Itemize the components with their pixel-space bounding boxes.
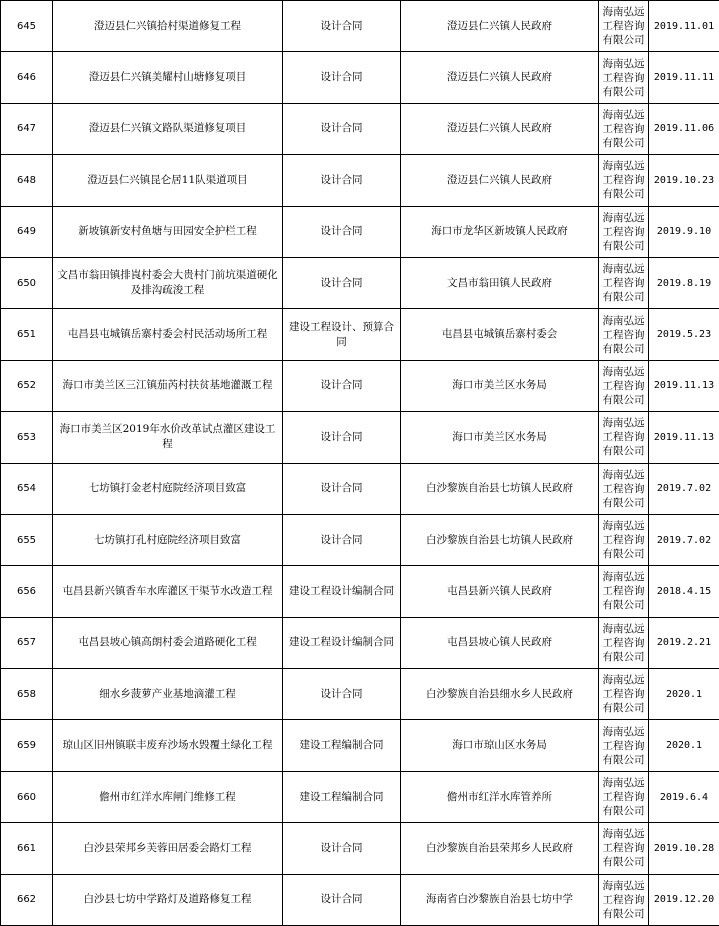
cell-contract-type: 设计合同 [283, 52, 401, 103]
cell-number: 648 [1, 155, 53, 206]
cell-company: 海南弘远工程咨询有限公司 [599, 874, 649, 925]
cell-date: 2019.11.13 [649, 412, 719, 463]
cell-client: 海南省白沙黎族自治县七坊中学 [401, 874, 599, 925]
cell-contract-type: 设计合同 [283, 874, 401, 925]
cell-client: 白沙黎族自治县七坊镇人民政府 [401, 514, 599, 565]
cell-project-name: 七坊镇打孔村庭院经济项目致富 [53, 514, 283, 565]
cell-number: 651 [1, 309, 53, 360]
cell-company: 海南弘远工程咨询有限公司 [599, 1, 649, 52]
cell-company: 海南弘远工程咨询有限公司 [599, 412, 649, 463]
cell-company: 海南弘远工程咨询有限公司 [599, 617, 649, 668]
cell-client: 澄迈县仁兴镇人民政府 [401, 1, 599, 52]
cell-client: 澄迈县仁兴镇人民政府 [401, 155, 599, 206]
table-row [1, 103, 719, 154]
cell-client: 文昌市翁田镇人民政府 [401, 257, 599, 308]
cell-company: 海南弘远工程咨询有限公司 [599, 463, 649, 514]
cell-client: 屯昌县新兴镇人民政府 [401, 566, 599, 617]
cell-number: 657 [1, 617, 53, 668]
cell-company: 海南弘远工程咨询有限公司 [599, 257, 649, 308]
cell-project-name: 白沙县荣邦乡芙蓉田居委会路灯工程 [53, 823, 283, 874]
table-row [1, 566, 719, 617]
cell-date: 2019.2.21 [649, 617, 719, 668]
cell-contract-type: 设计合同 [283, 514, 401, 565]
cell-number: 659 [1, 720, 53, 771]
cell-contract-type: 设计合同 [283, 103, 401, 154]
cell-company: 海南弘远工程咨询有限公司 [599, 669, 649, 720]
table-row [1, 823, 719, 874]
table-row [1, 874, 719, 925]
cell-project-name: 屯昌县新兴镇香车水库灌区干渠节水改造工程 [53, 566, 283, 617]
cell-client: 白沙黎族自治县荣邦乡人民政府 [401, 823, 599, 874]
table-row [1, 155, 719, 206]
table-row [1, 514, 719, 565]
cell-date: 2019.12.20 [649, 874, 719, 925]
cell-contract-type: 设计合同 [283, 669, 401, 720]
cell-date: 2019.11.11 [649, 52, 719, 103]
cell-number: 646 [1, 52, 53, 103]
cell-project-name: 澄迈县仁兴镇拾村渠道修复工程 [53, 1, 283, 52]
cell-number: 649 [1, 206, 53, 257]
cell-contract-type: 建设工程编制合同 [283, 771, 401, 822]
cell-contract-type: 建设工程编制合同 [283, 720, 401, 771]
cell-contract-type: 设计合同 [283, 823, 401, 874]
cell-project-name: 澄迈县仁兴镇美耀村山塘修复项目 [53, 52, 283, 103]
cell-date: 2019.6.4 [649, 771, 719, 822]
cell-date: 2020.1 [649, 720, 719, 771]
cell-number: 658 [1, 669, 53, 720]
cell-project-name: 新坡镇新安村鱼塘与田园安全护栏工程 [53, 206, 283, 257]
cell-date: 2020.1 [649, 669, 719, 720]
table-row [1, 52, 719, 103]
table-row [1, 206, 719, 257]
cell-number: 654 [1, 463, 53, 514]
cell-company: 海南弘远工程咨询有限公司 [599, 720, 649, 771]
cell-contract-type: 设计合同 [283, 463, 401, 514]
table-row [1, 617, 719, 668]
cell-company: 海南弘远工程咨询有限公司 [599, 103, 649, 154]
cell-contract-type: 建设工程设计编制合同 [283, 566, 401, 617]
cell-client: 海口市美兰区水务局 [401, 412, 599, 463]
cell-date: 2019.9.10 [649, 206, 719, 257]
cell-client: 白沙黎族自治县七坊镇人民政府 [401, 463, 599, 514]
cell-contract-type: 建设工程设计、预算合同 [283, 309, 401, 360]
cell-date: 2019.10.28 [649, 823, 719, 874]
cell-date: 2019.11.01 [649, 1, 719, 52]
cell-project-name: 文昌市翁田镇排崀村委会大贵村门前坑渠道硬化及排沟疏浚工程 [53, 257, 283, 308]
cell-contract-type: 设计合同 [283, 155, 401, 206]
cell-date: 2018.4.15 [649, 566, 719, 617]
cell-project-name: 七坊镇打金老村庭院经济项目致富 [53, 463, 283, 514]
cell-client: 儋州市红洋水库管养所 [401, 771, 599, 822]
cell-project-name: 屯昌县屯城镇岳寨村委会村民活动场所工程 [53, 309, 283, 360]
cell-number: 661 [1, 823, 53, 874]
cell-project-name: 澄迈县仁兴镇昆仑居11队渠道项目 [53, 155, 283, 206]
table-row [1, 412, 719, 463]
table-row [1, 1, 719, 52]
cell-company: 海南弘远工程咨询有限公司 [599, 155, 649, 206]
table-row [1, 771, 719, 822]
cell-contract-type: 设计合同 [283, 412, 401, 463]
cell-client: 屯昌县坡心镇人民政府 [401, 617, 599, 668]
cell-project-name: 海口市美兰区三江镇茄芮村扶贫基地灌溉工程 [53, 360, 283, 411]
cell-date: 2019.11.06 [649, 103, 719, 154]
cell-client: 澄迈县仁兴镇人民政府 [401, 103, 599, 154]
table-row [1, 720, 719, 771]
cell-contract-type: 设计合同 [283, 257, 401, 308]
cell-company: 海南弘远工程咨询有限公司 [599, 360, 649, 411]
cell-project-name: 屯昌县坡心镇高朗村委会道路硬化工程 [53, 617, 283, 668]
table-body [1, 1, 719, 926]
cell-number: 647 [1, 103, 53, 154]
table-row [1, 669, 719, 720]
cell-client: 海口市美兰区水务局 [401, 360, 599, 411]
cell-client: 澄迈县仁兴镇人民政府 [401, 52, 599, 103]
cell-project-name: 细水乡菠萝产业基地滴灌工程 [53, 669, 283, 720]
cell-number: 662 [1, 874, 53, 925]
cell-contract-type: 建设工程设计编制合同 [283, 617, 401, 668]
cell-number: 656 [1, 566, 53, 617]
cell-contract-type: 设计合同 [283, 206, 401, 257]
cell-number: 650 [1, 257, 53, 308]
cell-number: 655 [1, 514, 53, 565]
cell-number: 652 [1, 360, 53, 411]
cell-client: 白沙黎族自治县细水乡人民政府 [401, 669, 599, 720]
cell-client: 海口市龙华区新坡镇人民政府 [401, 206, 599, 257]
cell-company: 海南弘远工程咨询有限公司 [599, 823, 649, 874]
cell-contract-type: 设计合同 [283, 1, 401, 52]
table-row [1, 257, 719, 308]
cell-date: 2019.7.02 [649, 463, 719, 514]
cell-contract-type: 设计合同 [283, 360, 401, 411]
cell-date: 2019.7.02 [649, 514, 719, 565]
cell-number: 660 [1, 771, 53, 822]
cell-date: 2019.8.19 [649, 257, 719, 308]
cell-date: 2019.5.23 [649, 309, 719, 360]
cell-company: 海南弘远工程咨询有限公司 [599, 309, 649, 360]
cell-company: 海南弘远工程咨询有限公司 [599, 206, 649, 257]
cell-date: 2019.11.13 [649, 360, 719, 411]
cell-date: 2019.10.23 [649, 155, 719, 206]
table-row [1, 360, 719, 411]
cell-project-name: 澄迈县仁兴镇文路队渠道修复项目 [53, 103, 283, 154]
cell-company: 海南弘远工程咨询有限公司 [599, 566, 649, 617]
cell-number: 645 [1, 1, 53, 52]
cell-client: 屯昌县屯城镇岳寨村委会 [401, 309, 599, 360]
cell-project-name: 白沙县七坊中学路灯及道路修复工程 [53, 874, 283, 925]
cell-project-name: 琼山区旧州镇联丰废弃沙场水毁覆土绿化工程 [53, 720, 283, 771]
cell-company: 海南弘远工程咨询有限公司 [599, 52, 649, 103]
table-row [1, 309, 719, 360]
cell-number: 653 [1, 412, 53, 463]
cell-client: 海口市琼山区水务局 [401, 720, 599, 771]
cell-project-name: 儋州市红洋水库闸门维修工程 [53, 771, 283, 822]
table-row [1, 463, 719, 514]
cell-project-name: 海口市美兰区2019年水价改革试点灌区建设工程 [53, 412, 283, 463]
cell-company: 海南弘远工程咨询有限公司 [599, 771, 649, 822]
cell-company: 海南弘远工程咨询有限公司 [599, 514, 649, 565]
